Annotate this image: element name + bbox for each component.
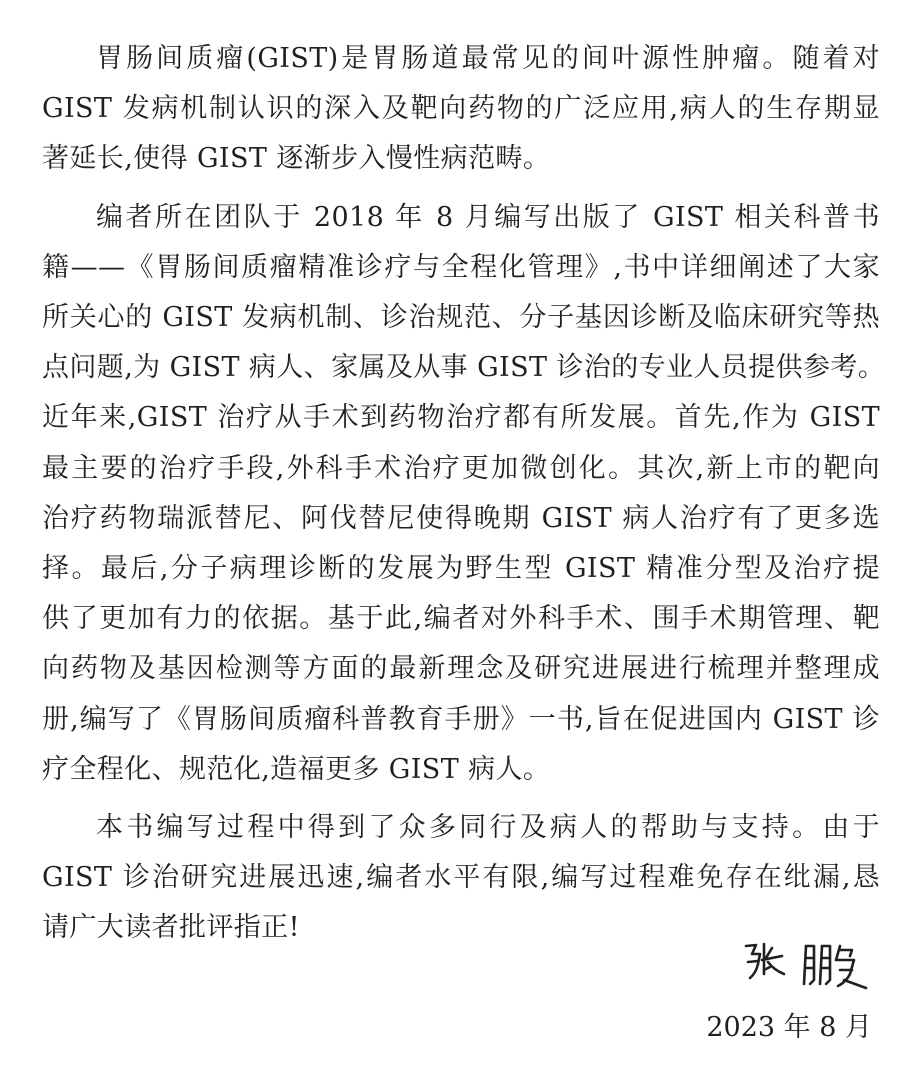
text-line: 编者所在团队于 2018 年 8 月编写出版了 GIST 相关科普书 — [96, 201, 880, 233]
text-line: 籍——《胃肠间质瘤精准诊疗与全程化管理》,书中详细阐述了大家 — [42, 251, 880, 283]
text-line: 请广大读者批评指正! — [42, 912, 300, 944]
paragraph-background — [42, 193, 886, 795]
text-line: 本书编写过程中得到了众多同行及病人的帮助与支持。由于 — [96, 812, 880, 844]
text-line: 胃肠间质瘤(GIST)是胃肠道最常见的间叶源性肿瘤。随着对 — [96, 43, 880, 74]
text-line: 所关心的 GIST 发病机制、诊治规范、分子基因诊断及临床研究等热 — [42, 302, 880, 334]
text-line: 择。最后,分子病理诊断的发展为野生型 GIST 精准分型及治疗提 — [42, 553, 880, 585]
text-line: 供了更加有力的依据。基于此,编者对外科手术、围手术期管理、靶 — [42, 603, 880, 635]
text-line: 著延长,使得 GIST 逐渐步入慢性病范畴。 — [42, 143, 551, 175]
text-line: 点问题,为 GIST 病人、家属及从事 GIST 诊治的专业人员提供参考。 — [42, 352, 886, 384]
text-line: 册,编写了《胃肠间质瘤科普教育手册》一书,旨在促进国内 GIST 诊 — [42, 703, 880, 735]
paragraph-intro — [42, 34, 880, 185]
paragraph-acknowledgement — [42, 803, 880, 954]
text-line: GIST 诊治研究进展迅速,编者水平有限,编写过程难免存在纰漏,恳 — [42, 862, 880, 894]
text-line: 最主要的治疗手段,外科手术治疗更加微创化。其次,新上市的靶向 — [42, 452, 880, 484]
text-line: 疗全程化、规范化,造福更多 GIST 病人。 — [42, 753, 551, 785]
handwritten-signature — [740, 940, 870, 998]
text-line: 向药物及基因检测等方面的最新理念及研究进展进行梳理并整理成 — [42, 653, 880, 685]
text-line: 近年来,GIST 治疗从手术到药物治疗都有所发展。首先,作为 GIST — [42, 402, 880, 434]
text-line: 治疗药物瑞派替尼、阿伐替尼使得晚期 GIST 病人治疗有了更多选 — [42, 502, 880, 534]
text-line: GIST 发病机制认识的深入及靶向药物的广泛应用,病人的生存期显 — [42, 93, 880, 125]
preface-date: 2023 年 8 月 — [706, 1012, 872, 1043]
preface-body — [42, 34, 886, 962]
